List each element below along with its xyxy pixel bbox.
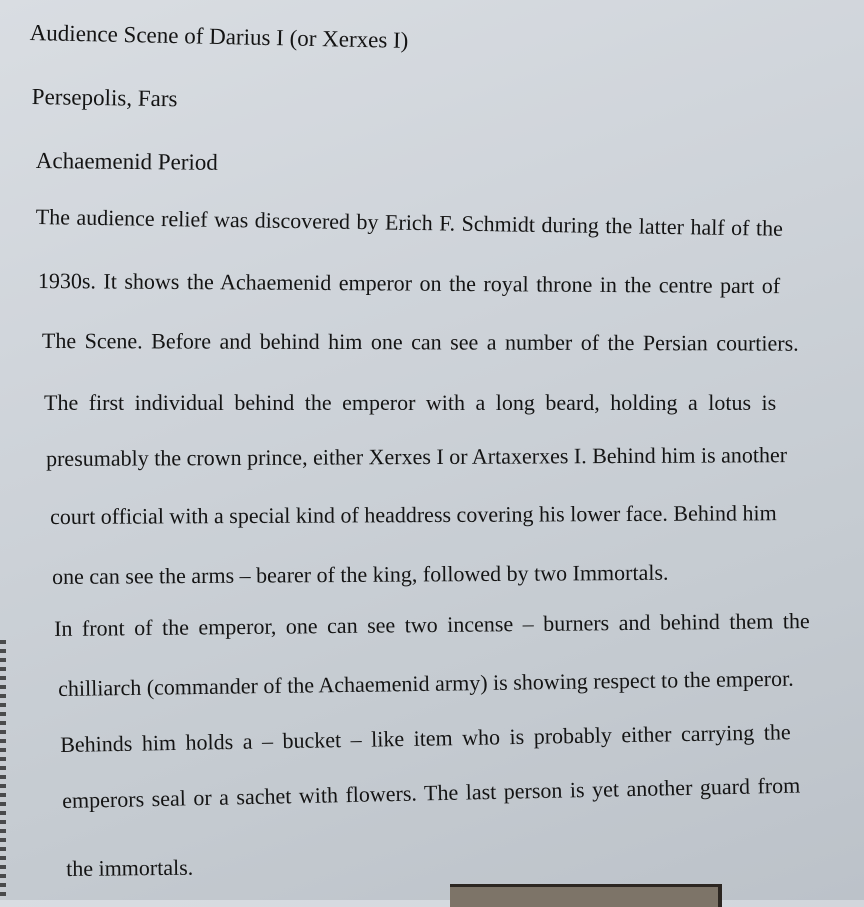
sign-period: Achaemenid Period [35, 148, 219, 175]
body-line: court official with a special kind of headdress covering his lower face. Behind him [50, 500, 777, 529]
body-line: Behinds him holds a – bucket – like item who is probably either carrying the [60, 719, 791, 757]
body-line: chilliarch (commander of the Achaemenid army) is showing respect to the emperor. [58, 665, 794, 701]
sign-title: Audience Scene of Darius I (or Xerxes I) [29, 20, 409, 53]
sign-location: Persepolis, Fars [31, 84, 178, 112]
body-line: The first individual behind the emperor with a long beard, holding a lotus is [44, 390, 777, 415]
body-line: The Scene. Before and behind him one can see a number of the Persian courtiers. [41, 328, 799, 356]
body-line: emperors seal or a sachet with flowers. The last person is yet another guard from [62, 772, 801, 813]
body-line: one can see the arms – bearer of the king, followed by two Immortals. [52, 559, 669, 589]
body-line: In front of the emperor, one can see two incense – burners and behind them the [54, 608, 810, 641]
panel-edge-strip [0, 640, 6, 900]
body-line: the immortals. [66, 854, 194, 881]
image-frame-edge [450, 884, 722, 907]
body-line: The audience relief was discovered by Erich F. Schmidt during the latter half of the [35, 204, 784, 241]
body-line: 1930s. It shows the Achaemenid emperor on the royal throne in the centre part of [37, 268, 781, 299]
body-line: presumably the crown prince, either Xerxes I or Artaxerxes I. Behind him is another [46, 442, 788, 471]
